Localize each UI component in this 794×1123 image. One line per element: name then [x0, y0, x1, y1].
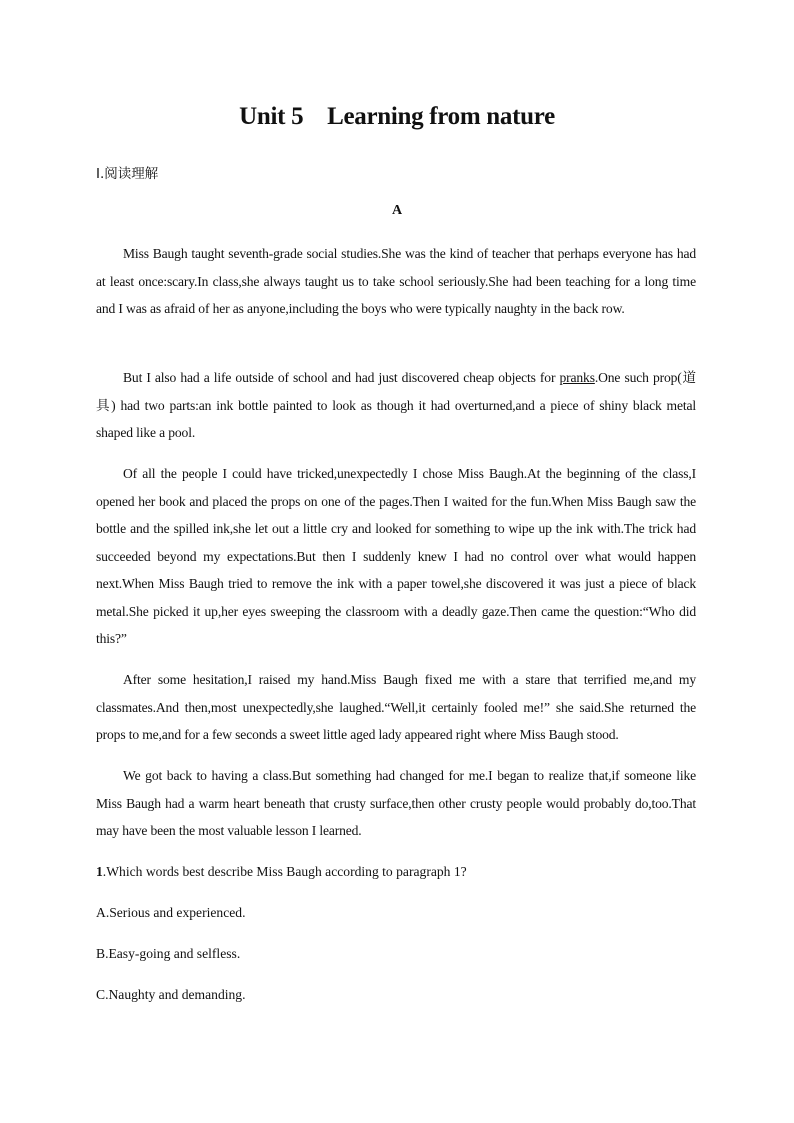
question-1 — [96, 862, 696, 882]
paragraph-3: Of all the people I could have tricked,unexpectedly I chose Miss Baugh.At the beginning of the class,I opened her book and placed the props on one of the pages.Then I waited for the fun.When Miss Baugh saw the bottle and the spilled ink,she let out a little cry and looked for something to wipe up the ink with.The trick had succeeded beyond my expectations.But then I suddenly knew I had no control over what would happen next.When Miss Baugh tried to remove the ink with a paper towel,she discovered it was just a piece of black metal.She picked it up,her eyes sweeping the classroom with a deadly gaze.Then came the question:“Who did this?” — [96, 466, 696, 646]
option-b: B.Easy-going and selfless. — [96, 946, 241, 961]
document-title: Unit 5 Learning from nature — [239, 103, 555, 130]
paragraph-5: We got back to having a class.But something had changed for me.I began to realize that,if someone like Miss Baugh had a warm heart beneath that crusty surface,then other crusty people would probably do,too.That may have been the most valuable lesson I learned. — [96, 768, 696, 838]
question-number: 1 — [96, 864, 103, 879]
paragraph-1: Miss Baugh taught seventh-grade social studies.She was the kind of teacher that perhaps everyone has had at least once:scary.In class,she always taught us to take school seriously.She had been teaching for a long time and I was as afraid of her as anyone,including the boys who were typically naughty in the back row. — [96, 246, 696, 316]
paragraph-2 — [96, 364, 696, 447]
paragraph-4: After some hesitation,I raised my hand.Miss Baugh fixed me with a stare that terrified me,and my classmates.And then,most unexpectedly,she laughed.“Well,it certainly fooled me!” she said.She returned the props to me,and for a few seconds a sweet little aged lady appeared right where Miss Baugh stood. — [96, 672, 696, 742]
passage-label: A — [391, 203, 403, 218]
paragraph-2-before: But I also had a life outside of school and had just discovered cheap objects for — [123, 370, 560, 385]
option-a: A.Serious and experienced. — [96, 905, 246, 920]
option-c: C.Naughty and demanding. — [96, 987, 246, 1002]
question-text: .Which words best describe Miss Baugh according to paragraph 1? — [102, 864, 467, 879]
section-heading: Ⅰ.阅读理解 — [96, 166, 159, 182]
paragraph-2-after: .One such prop(道具) had two parts:an ink bottle painted to look as though it had overturned,and a piece of shiny black metal shaped like a pool. — [96, 370, 696, 440]
underlined-word-pranks: pranks — [559, 370, 595, 385]
